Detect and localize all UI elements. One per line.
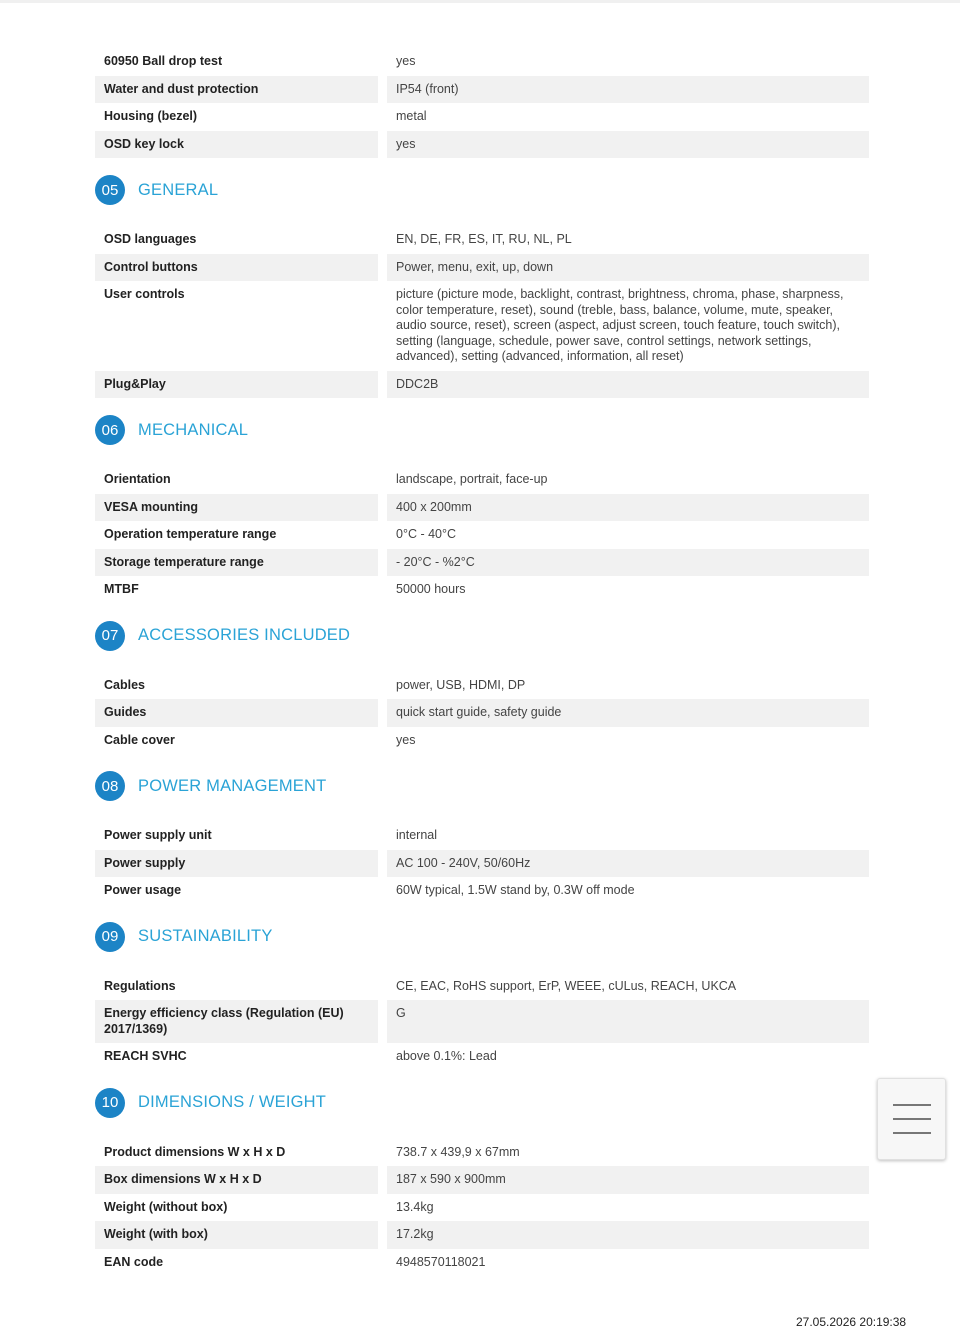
spec-row xyxy=(95,727,869,755)
spec-label: Energy efficiency class (Regulation (EU) 2017/1369) xyxy=(95,1000,378,1043)
spec-value: 50000 hours xyxy=(396,582,466,596)
spec-label: EAN code xyxy=(104,1254,164,1269)
spec-value: 0°C - 40°C xyxy=(396,527,457,541)
spec-label: MTBF xyxy=(104,582,139,596)
spec-value: internal xyxy=(396,828,437,842)
spec-row xyxy=(95,1043,869,1071)
spec-value: DDC2B xyxy=(387,371,869,399)
spec-row xyxy=(95,254,869,282)
spec-row xyxy=(95,1139,869,1167)
spec-label: Cables xyxy=(104,677,145,692)
spec-row xyxy=(95,1000,869,1043)
spec-row xyxy=(95,131,869,159)
section-header xyxy=(95,913,869,961)
hamburger-menu-icon-bar xyxy=(893,1132,931,1134)
section-header xyxy=(95,762,869,810)
spec-value: CE, EAC, RoHS support, ErP, WEEE, cULus, REACH, UKCA xyxy=(396,978,737,993)
spec-value: G xyxy=(387,1000,869,1043)
spec-label: Cable cover xyxy=(104,732,175,747)
section-title: ACCESSORIES INCLUDED xyxy=(138,626,351,644)
spec-label: Guides xyxy=(95,699,378,727)
spec-value: yes xyxy=(396,54,416,68)
spec-value: - 20°C - %2°C xyxy=(387,549,869,577)
spec-label: VESA mounting xyxy=(95,494,378,522)
spec-row xyxy=(95,281,869,371)
spec-value: EN, DE, FR, ES, IT, RU, NL, PL xyxy=(396,232,572,246)
hamburger-menu-icon xyxy=(893,1104,931,1106)
spec-value: 187 x 590 x 900mm xyxy=(387,1166,869,1194)
spec-row xyxy=(95,973,869,1001)
spec-row xyxy=(95,103,869,131)
section-title: DIMENSIONS / WEIGHT xyxy=(138,1093,327,1111)
spec-row xyxy=(95,494,869,522)
spec-value: quick start guide, safety guide xyxy=(387,699,869,727)
section-number-badge: 05 xyxy=(95,175,125,205)
spec-row xyxy=(95,1249,869,1277)
spec-label: Housing (bezel) xyxy=(104,109,198,123)
spec-label: Storage temperature range xyxy=(95,549,378,577)
spec-label: Power supply xyxy=(95,850,378,878)
spec-row xyxy=(95,672,869,700)
top-border xyxy=(0,0,960,3)
section-title: GENERAL xyxy=(138,180,219,199)
spec-label: User controls xyxy=(104,287,185,301)
spec-row xyxy=(95,549,869,577)
spec-row xyxy=(95,521,869,549)
spec-value: IP54 (front) xyxy=(387,76,869,104)
spec-value: 13.4kg xyxy=(396,1199,434,1214)
section-number-badge: 06 xyxy=(95,415,125,445)
spec-label: Weight (with box) xyxy=(95,1221,378,1249)
spec-value: yes xyxy=(396,732,416,747)
spec-row xyxy=(95,576,869,604)
spec-value: AC 100 - 240V, 50/60Hz xyxy=(387,850,869,878)
spec-row xyxy=(95,466,869,494)
print-timestamp: 27.05.2026 20:19:38 xyxy=(796,1315,907,1329)
menu-button[interactable] xyxy=(877,1078,946,1160)
section-header xyxy=(95,166,869,214)
spec-value: metal xyxy=(396,109,427,123)
spec-label: 60950 Ball drop test xyxy=(104,54,223,68)
section-number-badge: 09 xyxy=(95,922,125,952)
spec-label: Product dimensions W x H x D xyxy=(104,1144,286,1159)
section-header xyxy=(95,1079,869,1127)
spec-row xyxy=(95,877,869,905)
spec-value: 738.7 x 439,9 x 67mm xyxy=(396,1144,520,1159)
spec-row xyxy=(95,1221,869,1249)
spec-value: power, USB, HDMI, DP xyxy=(396,677,526,692)
spec-label: Box dimensions W x H x D xyxy=(95,1166,378,1194)
section-number-badge: 10 xyxy=(95,1088,125,1118)
spec-row xyxy=(95,1166,869,1194)
spec-row xyxy=(95,226,869,254)
spec-row xyxy=(95,1194,869,1222)
spec-row xyxy=(95,850,869,878)
spec-label: Weight (without box) xyxy=(104,1199,228,1214)
spec-row xyxy=(95,822,869,850)
spec-row xyxy=(95,76,869,104)
spec-value: 17.2kg xyxy=(387,1221,869,1249)
spec-value: 400 x 200mm xyxy=(387,494,869,522)
spec-value: 4948570118021 xyxy=(396,1254,486,1269)
spec-value: Power, menu, exit, up, down xyxy=(387,254,869,282)
spec-value: picture (picture mode, backlight, contrast, brightness, chroma, phase, sharpness, color temperature, reset), sound (treble, bass, balance, volume, mute, speaker, audio source, reset), screen (aspect, adjust screen, touch feature, touch switch), setting (language, schedule, power save, control settings, network settings, advanced), setting (advanced, information, all reset) xyxy=(396,287,844,363)
spec-label: Plug&Play xyxy=(95,371,378,399)
spec-label: Regulations xyxy=(104,978,176,993)
section-number-badge: 07 xyxy=(95,621,125,651)
spec-label: OSD languages xyxy=(104,232,197,246)
spec-value: 60W typical, 1.5W stand by, 0.3W off mode xyxy=(396,883,635,897)
spec-value: yes xyxy=(387,131,869,159)
spec-row xyxy=(95,48,869,76)
spec-value: above 0.1%: Lead xyxy=(396,1049,497,1063)
spec-value: landscape, portrait, face-up xyxy=(396,472,548,486)
spec-row xyxy=(95,371,869,399)
hamburger-menu-icon-bar xyxy=(893,1118,931,1120)
spec-label: OSD key lock xyxy=(95,131,378,159)
spec-label: Water and dust protection xyxy=(95,76,378,104)
section-header xyxy=(95,406,869,454)
section-header xyxy=(95,612,869,660)
spec-label: Operation temperature range xyxy=(104,527,277,541)
section-title: MECHANICAL xyxy=(138,420,249,439)
spec-label: REACH SVHC xyxy=(104,1049,187,1063)
spec-label: Control buttons xyxy=(95,254,378,282)
section-number-badge: 08 xyxy=(95,771,125,801)
spec-sheet xyxy=(95,48,869,1276)
spec-label: Power usage xyxy=(104,883,182,897)
spec-label: Power supply unit xyxy=(104,828,212,842)
section-title: SUSTAINABILITY xyxy=(138,927,273,945)
spec-row xyxy=(95,699,869,727)
spec-label: Orientation xyxy=(104,472,171,486)
section-title: POWER MANAGEMENT xyxy=(138,776,327,795)
